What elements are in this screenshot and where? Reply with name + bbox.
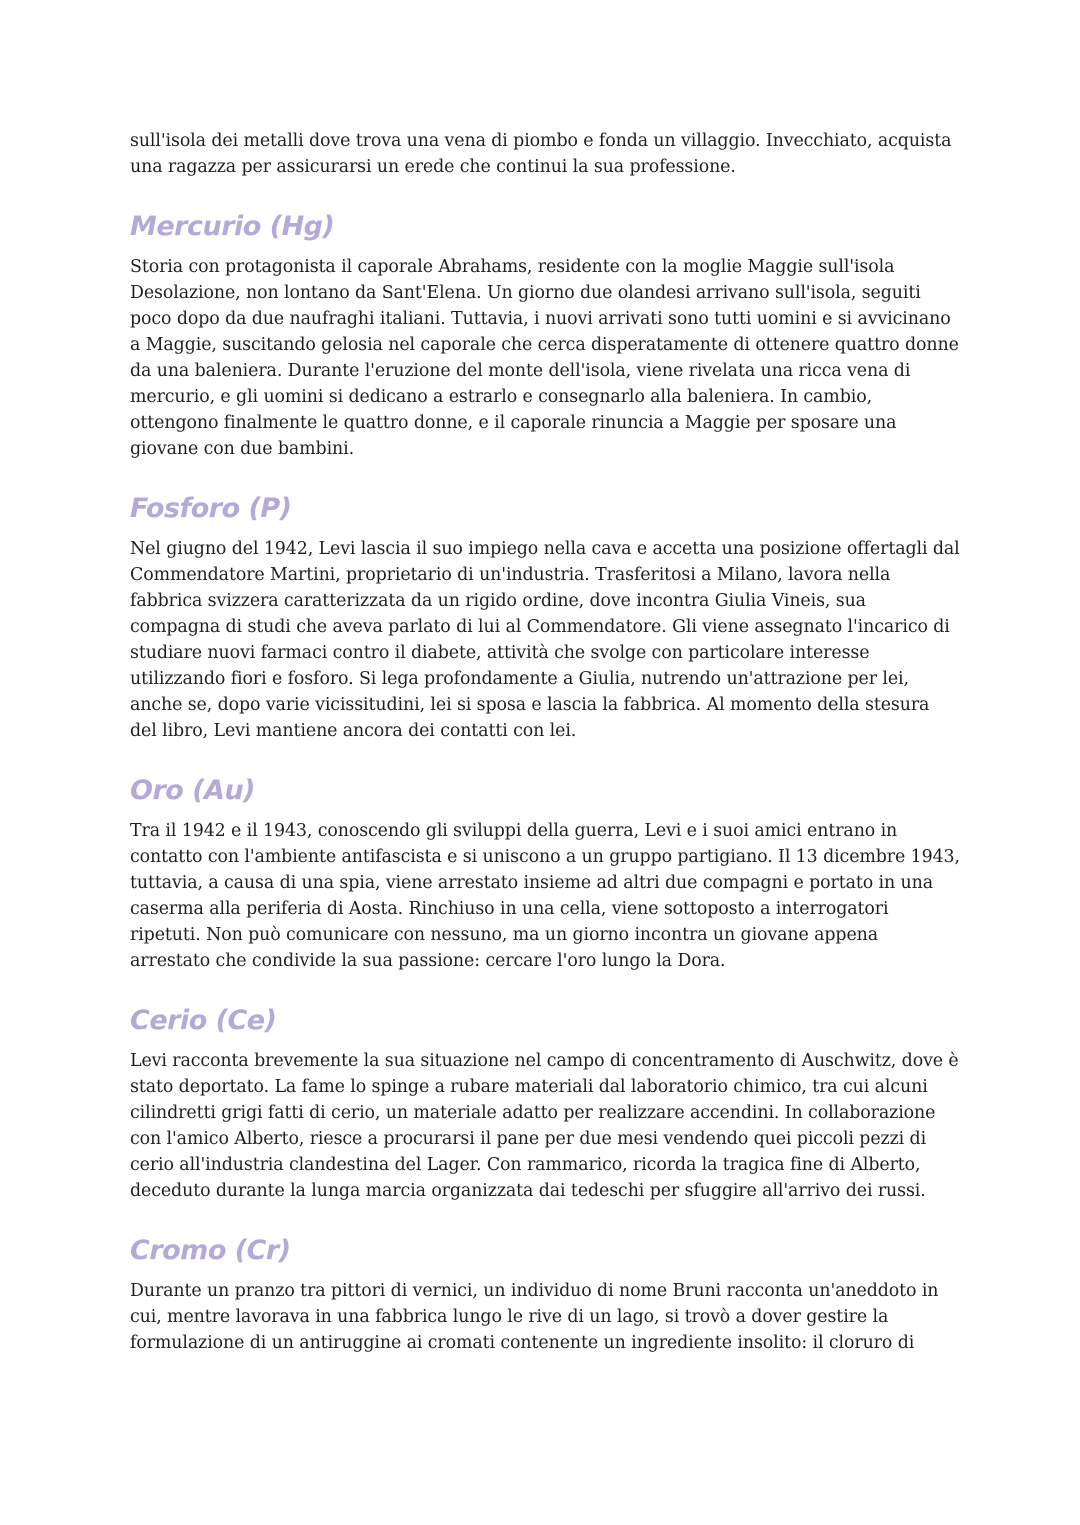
section-heading: Mercurio (Hg) — [130, 211, 335, 242]
intro-paragraph: sull'isola dei metalli dove trova una vena di piombo e fonda un villaggio. Invecchiato, acquista una ragazza per assicurarsi un erede che continui la sua professione. — [130, 131, 952, 177]
section-cerio — [130, 1004, 960, 1204]
section-fosforo — [130, 492, 960, 744]
section-paragraph: Storia con protagonista il caporale Abrahams, residente con la moglie Maggie sull'isola Desolazione, non lontano da Sant'Elena. Un giorno due olandesi arrivano sull'isola, seguiti poco dopo da due naufraghi italiani. Tuttavia, i nuovi arrivati sono tutti uomini e si avvicinano a Maggie, suscitando gelosia nel caporale che cerca disperatamente di ottenere quattro donne da una baleniera. Durante l'eruzione del monte dell'isola, viene rivelata una ricca vena di mercurio, e gli uomini si dedicano a estrarlo e consegnarlo alla baleniera. In cambio, ottengono finalmente le quattro donne, e il caporale rinuncia a Maggie per sposare una giovane con due bambini. — [130, 257, 959, 459]
section-heading: Cerio (Ce) — [130, 1005, 277, 1036]
document-page — [130, 128, 960, 1356]
section-paragraph: Durante un pranzo tra pittori di vernici, un individuo di nome Bruni racconta un'aneddoto in cui, mentre lavorava in una fabbrica lungo le rive di un lago, si trovò a dover gestire la formulazione di un antiruggine ai cromati contenente un ingrediente insolito: il cloruro di — [130, 1281, 939, 1353]
section-heading: Fosforo (P) — [130, 493, 292, 524]
section-oro — [130, 774, 960, 974]
section-mercurio — [130, 210, 960, 462]
section-paragraph: Tra il 1942 e il 1943, conoscendo gli sviluppi della guerra, Levi e i suoi amici entrano in contatto con l'ambiente antifascista e si uniscono a un gruppo partigiano. Il 13 dicembre 1943, tuttavia, a causa di una spia, viene arrestato insieme ad altri due compagni e portato in una caserma alla periferia di Aosta. Rinchiuso in una cella, viene sottoposto a interrogatori ripetuti. Non può comunicare con nessuno, ma un giorno incontra un giovane appena arrestato che condivide la sua passione: cercare l'oro lungo la Dora. — [130, 821, 960, 971]
section-cromo — [130, 1234, 960, 1356]
section-paragraph: Nel giugno del 1942, Levi lascia il suo impiego nella cava e accetta una posizione offertagli dal Commendatore Martini, proprietario di un'industria. Trasferitosi a Milano, lavora nella fabbrica svizzera caratterizzata da un rigido ordine, dove incontra Giulia Vineis, sua compagna di studi che aveva parlato di lui al Commendatore. Gli viene assegnato l'incarico di studiare nuovi farmaci contro il diabete, attività che svolge con particolare interesse utilizzando fiori e fosforo. Si lega profondamente a Giulia, nutrendo un'attrazione per lei, anche se, dopo varie vicissitudini, lei si sposa e lascia la fabbrica. Al momento della stesura del libro, Levi mantiene ancora dei contatti con lei. — [130, 539, 960, 741]
section-heading: Oro (Au) — [130, 775, 256, 806]
section-paragraph: Levi racconta brevemente la sua situazione nel campo di concentramento di Auschwitz, dove è stato deportato. La fame lo spinge a rubare materiali dal laboratorio chimico, tra cui alcuni cilindretti grigi fatti di cerio, un materiale adatto per realizzare accendini. In collaborazione con l'amico Alberto, riesce a procurarsi il pane per due mesi vendendo quei piccoli pezzi di cerio all'industria clandestina del Lager. Con rammarico, ricorda la tragica fine di Alberto, deceduto durante la lunga marcia organizzata dai tedeschi per sfuggire all'arrivo dei russi. — [130, 1051, 959, 1201]
section-heading: Cromo (Cr) — [130, 1235, 291, 1266]
